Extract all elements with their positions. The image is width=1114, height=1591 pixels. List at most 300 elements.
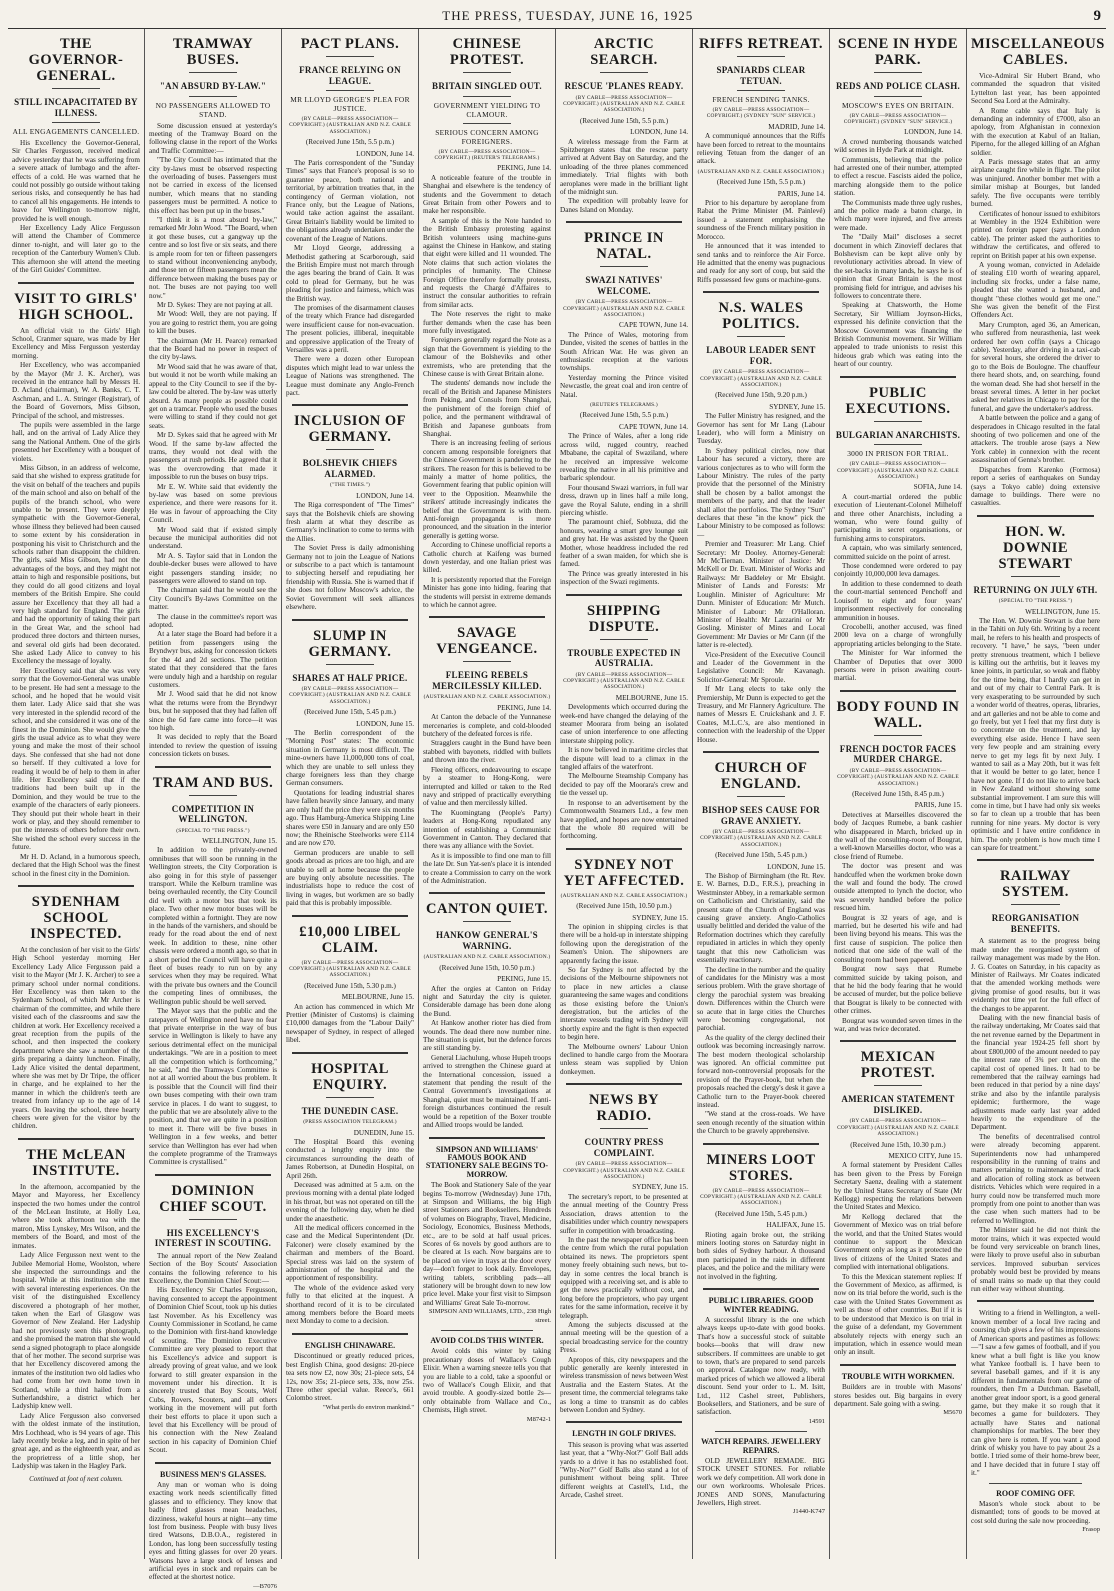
- received-time: (Received June 15th, 10.50 p.m.): [576, 902, 672, 911]
- column-6: [693, 29, 830, 1559]
- dateline: PARIS, June 14.: [777, 189, 825, 198]
- headline: SLUMP IN GERMANY.: [308, 627, 392, 660]
- advert-footer: M8742-1: [526, 1415, 551, 1423]
- subhead-rule: [189, 72, 237, 73]
- subhead-rule: [52, 88, 100, 89]
- subheadline: GOVERNMENT YIELDING TO CLAMOUR.: [433, 100, 541, 119]
- cable-credit: (REUTER'S TELEGRAMS.): [590, 402, 658, 409]
- paragraph: Among the subjects discussed at the annual meeting will be the question of a special broadcasting service for the country Press.: [560, 1320, 688, 1355]
- paragraph: At a later stage the Board had before it a petition from passengers using the Bryndwyr bus, asking for concession tickets for the 4d and 2d sections. The petition stated that they considered that the fares were unduly high and a hardship on regular customers.: [149, 630, 277, 689]
- dateline: CAPE TOWN, June 14.: [618, 422, 688, 431]
- paragraph: Her Excellency said that she was very sorry that the Governor-General was unable to be present. He had sent a message to the school, and he hoped that he would visit them later. Lady Alice said that she was very interested in the splendid record of the school, and she considered it was one of the finest in the Dominion. She would give the girls the usual advice as to what they were young and make the most of their school days. She confessed that she had not done so herself. If they cultivated a love for reading it would be of help to them in after life. Her Excellency said that if the traditions had been built up in the Dominion, and they would be true to the example of the characters of early pioneers. They should put their whole heart in their work or play, and they should remember to put the interests of others before their own. She wished the school every success in the future.: [12, 666, 140, 852]
- paragraph: The Soviet Press is daily admonishing Germany not to join the League of Nations or subscribe to a pact which is tantamount to subjecting herself and repudiating her friendship with Russia. She is warned that if she does not follow Moscow's advice, the Soviet Government will seek alliances elsewhere.: [286, 544, 414, 612]
- paragraph: The clause in the committee's report was adopted.: [149, 612, 277, 630]
- masthead-title: THE PRESS, TUESDAY, JUNE 16, 1925: [442, 8, 694, 23]
- dateline: HALIFAX, June 15.: [766, 1221, 825, 1230]
- paragraph: Mr Lloyd George, addressing a Methodist gathering at Scarborough, said the British Empire must not march through the ages bearing the brand of Cain. It was cold to plead for Germany, but he was pleading for justice and fairness, which was the British way.: [286, 244, 414, 303]
- paragraph: The annual report of the New Zealand Section of the Boy Scouts' Association contains the following reference to his Excellency, the Dominion Chief Scout:—: [149, 1251, 277, 1286]
- paragraph: The Riga correspondent of "The Times" says that the Bolshevik chiefs are showing fresh alarm at what they describe as Germany's inclination to come to terms with the Allies.: [286, 501, 414, 543]
- paragraph: Deceased was admitted at 5 a.m. on the previous morning with a dental plate lodged in his throat, but was not operated on till the evening of the following day, when he died under the anaesthetic.: [286, 1180, 414, 1223]
- paragraph: Mr Kellogg declared that the Government of Mexico was on trial before the world, and that the United States would continue to support the Mexican Government only as long as it protected the lives of citizens of the United States and complied with international obligations.: [834, 1212, 962, 1272]
- subheadline: COMPETITION IN WELLINGTON.: [171, 803, 255, 825]
- paragraph: A wireless message from the Farm at Spitzbergen states that the rescue party arrived at Advent Bay on Saturday, and the unloading of the three planes commenced immediately. Trial flights with both aeroplanes were made in the brilliant light of the midnight sun.: [560, 137, 688, 196]
- subheadline: BOLSHEVIK CHIEFS ALARMED.: [302, 458, 398, 479]
- article-divider: [155, 1174, 271, 1176]
- paragraph: Her Excellency, who was accompanied by the Mayor (Mr J. K. Archer), was received in the entrance hall by Messrs H. D. Acland (chairman), W. A. Banks, C. T. Aschman, and L. A. Stringer (Registrar), of the Board of Governors, Miss Gibson, Principal of the school, and mistresses.: [12, 361, 140, 420]
- headline: £10,000 LIBEL CLAIM.: [299, 923, 401, 956]
- advert-text: This season is proving what was asserted last year, that a "Why-Not?" Golf Ball adds yards to a drive it has no established foot. "Why-Not?" Golf Balls also stand a lot of punishment without being split. Three different weights at Castell's, Ltd., the Arcade, Cashel street.: [560, 1440, 688, 1500]
- subhead-rule: [463, 661, 511, 662]
- paragraph: An action has commenced in which Mr Prettier (Minister of Customs) is claiming £10,000 damages from the "Labour Daily" newspaper of Sydney, in respect of alleged libel.: [286, 1002, 414, 1045]
- paragraph: In addition to these condemned to death the court-martial sentenced Penchoff and Louisoff to eight and four years' imprisonment respectively for concealing ammunition in houses.: [834, 579, 962, 622]
- article-divider: [429, 616, 545, 618]
- column-3: [282, 29, 419, 1559]
- subheadline: SERIOUS CONCERN AMONG FOREIGNERS.: [435, 127, 539, 146]
- advert-text: Any man or woman who is doing exacting work needs scientifically fitted glasses and to efficiency. They know that badly fitted glasses mean headaches, dizziness, wakeful hours at night—any time lost from business. People with busy lives tired Watsons, D.B.O.A., registered in London, has long been successfully testing eyes and fitting glasses for over 20 years. Watsons have a large stock of lenses and artificial eyes in stock and repairs can be effected at the shortest notice.: [149, 1480, 277, 1582]
- paragraph: Dealing with the new financial basis of the railway undertaking, Mr Coates said that the net revenue earned by the Department in the financial year 1924-25 fell short by about £800,000 of the amount needed to pay the interest rate of 3¾ per cent. on the capital cost of opened lines. It had to be remembered that the railway earnings had been reduced in that period by a nine days' strike and also by the infantile paralysis epidemic; furthermore, the wage adjustments made early last year added heavily to the expenditure of the Department.: [971, 1014, 1100, 1132]
- headline: THE McLEAN INSTITUTE.: [26, 1146, 126, 1179]
- paragraph: A sample of this is the Note handed to the British Embassy protesting against British volunteers using machine-guns against the Chinese in Hankow, and stating that eight were killed and 11 wounded. The Note claims that such action violates the principles of humanity. The Chinese Foreign Office therefore formally protests, and requests the Chargé d'Affaires to instruct the consular authorities to refrain from similar acts.: [423, 216, 551, 309]
- paragraph: The "Daily Mail" discloses a secret document in which Zinovieff declares that Bolshevism can be kept alive only by revolutionary activities abroad. In view of the set-backs in many lands, he says he is of opinion that Great Britain is the most promising field for intrigue, and advises his followers to concentrate there.: [834, 233, 962, 301]
- paragraph: In the past the newspaper office has been the centre from which the rural population obtained its news. The proprietors spent money freely obtaining such news, but to-day in some centres the local branch is equipped with a receiving set, and is able to get the news practically without cost, and long before the proprietors, who pay urgent rates for the same information, receive it by telegraph.: [560, 1235, 688, 1320]
- paragraph: The doctor was present and was handcuffed when the workmen broke down the wall and found the body. The crowd outside attempted to lynch the doctor, who was severely handled before the police rescued him.: [834, 862, 962, 913]
- paragraph: The decline in the number and the quality of candidates for the Ministry was a most serious problem. With the grave shortage of clergy the parochial system was breaking down. Differences within the Church were so acute that in large cities the Churches were becoming congregational, not parochial.: [697, 965, 825, 1033]
- subhead-rule: [326, 1097, 374, 1098]
- paragraph: The pupils were assembled in the large hall, and on the arrival of Lady Alice they sang the National Anthem. One of the girls presented her Excellency with a bouquet of violets.: [12, 420, 140, 463]
- headline: RAILWAY SYSTEM.: [1000, 868, 1071, 901]
- paragraph: Some discussion ensued at yesterday's meeting of the Tramway Board on the following clause in the report of the Works and Traffic Committee:—: [149, 121, 277, 155]
- advert-title: ROOF COMING OFF.: [996, 1488, 1075, 1498]
- paragraph: The Berlin correspondent of the "Morning Post" states: The economic situation in Germany is most difficult. The mine-owners have 11,000,000 tons of coal, which they are unable to sell unless they charge foreigners less than they charge German consumers.: [286, 729, 414, 788]
- dateline: LONDON, June 14.: [356, 491, 414, 500]
- advert-text: The Book and Stationery Sale of the year begins To-morrow (Wednesday) June 17th, at Simpson and Williams, the big High street Stationers and Booksellers. Hundreds of volumes on Biography, Travel, Medicine, Sociology, Economics, Business Methods, etc., are to be sold at half usual prices. Scores of 6s novels by good authors are to be cleared at 1s each. Now bargains are to be placed on view in trays at the door every day—don't forget to look daily. Envelopes, writing tablets, scribbling pads—all stationery will be brought down to new low price level. Make your first visit to Simpson and Williams' Great Sale To-morrow.: [423, 1181, 551, 1307]
- received-time: (Received June 15th, 5.5 p.m.): [716, 178, 806, 187]
- subhead-rule: [600, 1128, 648, 1129]
- headline: SHIPPING DISPUTE.: [586, 602, 662, 635]
- headline: TRAMWAY BUSES.: [172, 36, 254, 68]
- dateline: MEXICO CITY, June 15.: [888, 1151, 962, 1160]
- subhead-rule: [737, 90, 785, 91]
- subheadline: MR LLOYD GEORGE'S PLEA FOR JUSTICE.: [290, 95, 410, 113]
- paragraph: The paramount chief, Sobhuza, did the honours, wearing a smart grey lounge suit and grey hat. He was assisted by the Queen Mother, whose headdress included the red feather of a swan maiden, for which she is famed.: [560, 518, 688, 569]
- article-divider: [566, 221, 682, 223]
- dateline: PEKING, June 14.: [497, 164, 551, 173]
- headline: CANTON QUIET.: [426, 901, 548, 918]
- paragraph: If Mr Lang elects to take only the Premiership, Mr Dunn is expected to get the Treasury, and Mr Flannery Agriculture. The names of Messrs E. Cruickshank and J. F. Coates, M.L.C.'s, are also mentioned in connection with the leadership of the Upper House.: [697, 685, 825, 744]
- paragraph: The chairman said that he would see the City Council's By-laws Committee on the matter.: [149, 586, 277, 612]
- advert-divider: [989, 1483, 1082, 1484]
- paragraph: The Bishop of Birmingham (the Rt. Rev. E. W. Barnes, D.D., F.R.S.), preaching in Westminster Abbey, in a remarkable sermon on Catholicism and Christianity, said the present state of the Church of England was causing grave anxiety. Anglo-Catholics usually belittled and derided the value of the Reformation doctrines which they carefully repudiated in articles in which they openly taught that this new Catholicism was essentially reactionary.: [697, 872, 825, 965]
- dateline: SYDNEY, June 15.: [769, 402, 825, 411]
- paragraph: Mr A. S. Taylor said that in London the double-decker buses were allowed to have eight passengers standing inside; no passengers were allowed to stand on top.: [149, 551, 277, 586]
- paragraph: In Sydney political circles, now that Labour has secured a victory, there are various conjectures as to who will form the Labour Ministry. The rules of the party provide that the personnel of the Ministry shall be chosen by a ballot amongst the members of the party, and that the leader shall allot the portfolios. The Sydney "Sun" declares that these "in the know" pick the Labour Ministry to be composed as follows:—: [697, 446, 825, 539]
- cable-credit: (BY CABLE—PRESS ASSOCIATION—COPYRIGHT.) (AUSTRALIAN AND N.Z. CABLE ASSOCIATION.): [700, 829, 822, 848]
- cable-credit: (BY CABLE—PRESS ASSOCIATION—COPYRIGHT.) (SYDNEY "SUN" SERVICE.): [706, 107, 816, 120]
- headline: RIFFS RETREAT.: [698, 36, 824, 52]
- advert-title: TROUBLE WITH WORKMEN.: [841, 1371, 955, 1381]
- cable-credit: (BY CABLE—PRESS ASSOCIATION—COPYRIGHT.) (AUSTRALIAN AND N.Z. CABLE ASSOCIATION.): [289, 959, 411, 979]
- subheadline: FRENCH SENDING TANKS.: [712, 95, 810, 104]
- subheadline: ALL ENGAGEMENTS CANCELLED.: [12, 127, 140, 136]
- paragraph: "The City Council has intimated that the city by-laws must be observed respecting the overloading of buses. Passengers must not be carried in excess of the licensed number, which means that no standing passengers must be permitted. A notice to this effect has been put up in the buses.": [149, 156, 277, 215]
- subhead-rule: [874, 735, 922, 736]
- paragraph: Mr H. D. Acland, in a humorous speech, declared that the High School was the finest school in the finest city in the Dominion.: [12, 852, 140, 878]
- received-time: (Received June 15th, 9.20 p.m.): [715, 391, 807, 400]
- cable-credit: (SPECIAL TO "THE PRESS."): [176, 827, 250, 834]
- paragraph: Four thousand Swazi warriors, in full war dress, drawn up in lines half a mile long, gave the Royal Salute, ending in a shrill piercing whistle.: [560, 483, 688, 517]
- received-time: (Received June 15th, 5.30 p.m.): [304, 981, 396, 990]
- advertisement: [834, 1373, 962, 1418]
- paragraph: He announced that it was intended to send tanks and to reinforce the Air Force. He admitted that the enemy was pugnacious and ready for any sort of coup, but said the Riffs possessed few guns or machine-guns.: [697, 242, 825, 284]
- subheadline: BRITAIN SINGLED OUT.: [432, 81, 542, 91]
- advertisement: [560, 1430, 688, 1499]
- advert-divider: [292, 1333, 408, 1335]
- advert-divider: [840, 1364, 956, 1366]
- paragraph: The secretary's report, to be presented at the annual meeting of the Country Press Association, draws attention to the disabilities under which country newspapers suffer in competition with broadcasting.: [560, 1192, 688, 1235]
- received-time: (Received June 15th, 8.45 p.m.): [852, 789, 944, 798]
- dateline: SOFIA, June 14.: [913, 483, 962, 492]
- subhead-rule: [737, 56, 785, 57]
- paragraph: Mr D. Sykes: They are not paying at all.: [157, 301, 273, 310]
- subheadline: THE DUNEDIN CASE.: [301, 1105, 399, 1116]
- subheadline: "AN ABSURD BY-LAW.": [159, 81, 267, 91]
- advertisement: [286, 1342, 414, 1412]
- advertisement: [971, 1309, 1100, 1477]
- paragraph: "We stand at the cross-roads. We have seen enough recently of the situation within the Church to be gravely apprehensive.: [697, 1110, 825, 1136]
- subhead-rule: [874, 444, 922, 445]
- subheadline: BISHOP SEES CAUSE FOR GRAVE ANXIETY.: [701, 805, 821, 826]
- continued-note: Continued at foot of next column.: [29, 1474, 123, 1483]
- cable-credit: (BY CABLE—PRESS ASSOCIATION—COPYRIGHT.) (AUSTRALIAN AND N.Z. CABLE ASSOCIATION.): [563, 671, 685, 691]
- paragraph: Premier and Treasurer: Mr Lang. Chief Secretary: Mr Dooley. Attorney-General: Mr McTiernan. Minister of Justice: Mr McKell or Dr. Evatt. Minister of Works and Railways: Mr Baddeley or Mr Ebsight. Minister of Lands and Forests: Mr Loughlin. Minister of Agriculture: Mr Dunn. Minister of Education: Mr Mutch. Minister of Labour: Mr O'Halloran. Minister of Health: Mr Lazzarini or Mr Gosling. Minister of Mines and Local Government: Mr Davies or Mr Cann (if the latter is re-elected).: [697, 540, 825, 650]
- advertisement: [697, 1297, 825, 1426]
- dateline: LONDON, June 15.: [356, 719, 414, 728]
- advert-title: BUSINESS MEN'S GLASSES.: [159, 1469, 267, 1479]
- advert-title: PUBLIC LIBRARIES. GOOD WINTER READING.: [708, 1296, 814, 1314]
- received-time: (Received June 15th, 5.5 p.m.): [579, 116, 669, 125]
- paragraph: Prior to his departure by aeroplane from Rabat the Prime Minister (M. Painlevé) issued a statement emphasising the soundness of the French military position in Morocco.: [697, 199, 825, 241]
- paragraph: Stragglers caught in the Bund have been stabbed with bayonets, riddled with bullets and thrown into the river.: [423, 739, 551, 765]
- advert-text: Writing to a friend in Wellington, a well-known member of a local live racing and coursing club gives a few of his impressions of American sports and pastimes as follows:—"I saw a few games of football, and if you knew what a bull fight is like you know what Yankee football is. I have been to several baseball games, and if it is any different in fundamentals from our game of rounders, then I'm a Dutchman. Baseball, another great indoor sport, is a good general game, but they make it so rough that it becomes a game for buildozers. They actually have States and national championships for marbles. The beer they can give here is rotten. If you want a good drink of whisky you have to pay about 2s a bottle. I tried some of their home-brew beer, and I have decided that in future I stay off it.": [971, 1309, 1100, 1478]
- paragraph: A communiqué announces that the Riffs have been forced to retreat to the mountains relieving Tetuan from the danger of an attack.: [697, 132, 825, 166]
- dateline: DUNEDIN, June 15.: [353, 1128, 414, 1137]
- received-time: (Received June 15th, 10.30 p.m.): [850, 1140, 946, 1149]
- subheadline: LABOUR LEADER SENT FOR.: [706, 345, 816, 366]
- subheadline: STILL INCAPACITATED BY ILLNESS.: [14, 97, 138, 118]
- paragraph: Mr D. Sykes said that he agreed with Mr Wood. If the same by-law affected the trams, they would not deal with the passengers at rush periods. He agreed that it was the overcrowding that made it impossible to run the buses on busy trips.: [149, 431, 277, 482]
- paragraph: There is an increasing feeling of serious concern among responsible foreigners that the Chinese Government is pandering to the strikers. The reason for this is believed to be mainly a matter of home politics, the Government fearing that public opinion will veer to the Opposition. Meanwhile the strikers' attitude increasingly indicates the belief that the Government is with them. Anti-foreign propaganda is more pronounced, and the situation in the interior generally is getting worse.: [423, 439, 551, 540]
- headline: MISCELLANEOUS CABLES.: [971, 36, 1105, 68]
- article-divider: [840, 376, 956, 378]
- paragraph: Apropos of this, city newspapers and the public generally are keenly interested in wireless transmission of news between West Australia and the Eastern States. At the present time, the commercial telegrams take as long a time to transmit as do cables between London and Sydney.: [560, 1355, 688, 1415]
- paragraph: The Paris correspondent of the "Sunday Times" says that France's proposal is so to guarantee peace, both national and territorial, by arbitration treaties that, in the contingency of German violation, not France only, but the League of Nations, would take action against the assailant. Great Britain's liability would be limited to the obligations already undertaken under the covenant of the League of Nations.: [286, 159, 414, 243]
- cable-credit: (AUSTRALIAN AND N.Z. CABLE ASSOCIATION.): [423, 694, 551, 701]
- paragraph: Developments which occurred during the week-end have changed the delaying of the steamer Moorara from being an isolated case of union interference to one affecting interstate shipping policy.: [560, 703, 688, 745]
- advert-text: Avoid colds this winter by taking precautionary doses of Wallace's Cough Elixir. When a warning sneeze tells you that you are liable to a cold, take a spoonful or two of Wallace's Cough Elixir, and that avoid trouble. A goodly-sized bottle 2s—only obtainable from Wallace and Co., Chemists, High street.: [423, 1347, 551, 1415]
- paragraph: Yesterday morning the Prince visited Newcastle, the great coal and iron centre of Natal.: [560, 373, 688, 399]
- headline: CHURCH OF ENGLAND.: [714, 760, 808, 792]
- paragraph: A crowd numbering thousands watched wild scenes in Hyde Park at midnight.: [834, 137, 962, 155]
- paragraph: In addition to the privately-owned omnibuses that will soon be running in the Wellington streets, the City Corporation is also going in for this style of passenger transport. While the Kelburn tramline was being overhauled recently, the City Council did well with a motor bus that took its place. Two other new motor buses will be completed within a fortnight. They are now in the hands of the varnishers, and should be ready for the road about the end of next week. In addition to these, nine other chassis were ordered a month ago, so that in a short period the Council will have quite a fleet of buses ready to run on by any services when they may be required. What with the private bus owners and the Council the competing lines of omnibuses, the Wellington public should be well served.: [149, 846, 277, 1006]
- paragraph: Mr Wood said that he was aware of that, but would it not be worth while making an appeal to the City Council to see if the by-law could be altered. The by-law was utterly absurd. As many people as possible could get on a tramcar. People who used the buses were willing to stand if they could not get seats.: [149, 362, 277, 430]
- headline: DOMINION CHIEF SCOUT.: [159, 1182, 267, 1215]
- advert-footer: SIMPSON AND WILLIAMS, LTD., 238 High street.: [428, 1308, 551, 1324]
- paragraph: The Minister said he did not think the motor trains, which it was expected would be found very serviceable on branch lines, were likely to prove useful also in suburban services. Improved suburban services probably would best be provided by means of small trains so made up that they could run either way without shunting.: [971, 1226, 1100, 1294]
- cable-credit: (SPECIAL TO "THE PRESS."): [998, 598, 1073, 605]
- cable-credit: (BY CABLE—PRESS ASSOCIATION—COPYRIGHT.) (SYDNEY "SUN" SERVICE.): [843, 112, 953, 125]
- article-divider: [292, 1052, 408, 1054]
- subhead-rule: [326, 56, 374, 57]
- paragraph: In the afternoon, accompanied by the Mayor and Mayoress, her Excellency inspected the two homes under the control of the McLean Institute, at Holly Lea, where she took afternoon tea with the matron, Miss Lynskey, Mrs Wilson, and the members of the Board, and most of the inmates.: [12, 1182, 140, 1250]
- headline: PRINCE IN NATAL.: [584, 230, 664, 263]
- paragraph: A Rome cable says that Italy is demanding an indemnity of £7000, also an apology, from Afghanistan in connexion with the execution at Kabul of an Italian, Piperno, for the alleged killing of an Afghan soldier.: [971, 106, 1100, 157]
- received-time: (Received June 15th, 5.5 p.m.): [579, 411, 669, 420]
- paragraph: His Excellency the Governor-General, Sir Charles Fergusson, received medical advice yesterday that he was suffering from a severe attack of lumbago and the after-effects of a cold. He was warned that he could not possibly go outside without taking serious risks, and consequently he has had to cancel all his engagements. He intends to leave for Wellington to-morrow night, provided he is well enough.: [12, 139, 140, 223]
- advert-title: WATCH REPAIRS. JEWELLERY REPAIRS.: [700, 1437, 822, 1455]
- dateline: CAPE TOWN, June 14.: [618, 321, 688, 330]
- paragraph: Vice-President of the Executive Council and Leader of the Government in the Legislative Council: Mr Kavanagh. Solicitor-General: Mr Sproule.: [697, 650, 825, 684]
- subhead-rule: [600, 266, 648, 267]
- advert-divider: [566, 1421, 682, 1423]
- article-divider: [977, 515, 1094, 517]
- subheadline: FLEEING REBELS MERCILESSLY KILLED.: [432, 670, 542, 691]
- subhead-rule: [1011, 904, 1060, 905]
- dateline: PEKING, June 14.: [497, 703, 551, 712]
- column-1: [8, 29, 145, 1559]
- subhead-rule: [874, 1085, 922, 1086]
- received-time: (Received June 15th, 5.45 p.m.): [715, 851, 807, 860]
- headline: MINERS LOOT STORES.: [706, 1151, 816, 1184]
- paragraph: Mr E. W. White said that evidently the by-law was based on some previous experience, and there were reasons for it. He was in favour of approaching the City Council.: [149, 482, 277, 525]
- paragraph: The Prince was greatly interested in his inspection of the Swazi regiments.: [560, 569, 688, 587]
- advert-text: Discontinued or greatly reduced prices, best English China, good designs: 20-piece tea sets now £2, now 30s; 21-piece sets, £4 12s, now 35s; 21-piece sets, 33s, now 25s. Three other special value. Reece's, 661 Colombo street.: [286, 1352, 414, 1403]
- paragraph: A battle between the police and a gang of desperadoes in Chicago resulted in the fatal shooting of two policemen and one of the attackers. The trouble arose (says a New York cable) in connexion with the recent assassination of Genna's brother.: [971, 414, 1100, 465]
- subhead-rule: [189, 96, 237, 97]
- cable-credit: (BY CABLE—PRESS ASSOCIATION—COPYRIGHT.) (AUSTRALIAN AND N.Z. CABLE ASSOCIATION.): [563, 94, 685, 114]
- paragraph: All the medical officers concerned in the case and the Medical Superintendent (Dr. Falconer) were closely examined by the chairman and members of the Board. Special stress was laid on the system of administration of the hospital and the apportionment of responsibility.: [286, 1224, 414, 1283]
- dateline: WELLINGTON, June 15.: [202, 836, 277, 845]
- subheadline: AMERICAN STATEMENT DISLIKED.: [841, 1094, 955, 1115]
- article-divider: [18, 282, 134, 284]
- paragraph: Foreigners generally regard the Note as a sign that the Government is yielding to the clamour of the Bolsheviks and other extremists, who are pretending that the Chinese cause is with Great Britain alone.: [423, 336, 551, 379]
- paragraph: There were a dozen other European disputes which might lead to war unless the League of Nations was strengthened. The League must dominate any Anglo-French pact.: [286, 355, 414, 397]
- subheadline: HIS EXCELLENCY'S INTEREST IN SCOUTING.: [154, 1227, 272, 1249]
- cable-credit: (BY CABLE—PRESS ASSOCIATION—COPYRIGHT.) (AUSTRALIAN AND N.Z. CABLE ASSOCIATION.): [700, 1187, 822, 1207]
- paragraph: The Hon. W. Downie Stewart is due here in the Tahiti on July 6th. Writing by a recent mail, he refers to his health and prospects of recovery. "I have," he says, "been under pretty strenuous treatment, which I believe is killing out the arthritis, but it leaves my knee joints, in particular, so weak and flabby for the time being, that I hardly can get in and out of my chair to Central Park. It is very exasperating to be surrounded by such a wonder world of theatres, operas, libraries, and art galleries and not be able to come and go freely, but yet I feel that my first duty is to concentrate on the treatment, and lay everything else aside. Hence I have seen very few people and am straining every nerve to get my legs fit by next July. I wanted to sail as a May 20th, but it was felt that it would be better to go later, hence I have not gone. If I do not like to arrive back in New Zealand without showing some substantial improvement. I am sure this will come in time, but I have had only six weeks so far to clean up a trouble that has been running for nine years. My doctor is very optimistic and I have entire confidence in him. The only problem is how much time I can spare for treatment.": [971, 617, 1100, 852]
- subhead-rule: [737, 796, 785, 797]
- paragraph: The opinion in shipping circles is that there will be a hold-up in interstate shipping following upon the deregistration of the Seamen's Union. The shipowners are apparently facing the issue.: [560, 922, 688, 965]
- paragraph: A court-martial ordered the public execution of Lieutenant-Colonel Milheloff and three other Anarchists, including a woman, who were found guilty of participating in secret organisations, or furnishing arms to conspirators.: [834, 492, 962, 543]
- paragraph: Those condemned were ordered to pay conjointly 10,000,000 leva damages.: [834, 562, 962, 579]
- subhead-rule: [463, 72, 511, 73]
- subhead-rule: [189, 795, 237, 796]
- article-divider: [977, 859, 1094, 861]
- paragraph: The Mayor says that the public and the ratepayers of Wellington need have no fear that private enterprise in the way of bus service in Wellington is likely to have any serious detrimental effect on the municipal undertakings. "We are in a position to meet all the competition which is forthcoming," he said, "and the Tramways Committee is not at all worried about the bus problem. It is possible that the Council will find their own buses competing with their own tram service in places. I do want to suggest, to the public that we are absolutely alive to the position, and that we are quite in a position to meet it. There will be five buses in Wellington in a few weeks, and better service than Wellington has ever had when the complete programme of the Tramways Committee is crystallised.": [149, 1007, 277, 1167]
- cable-credit: (BY CABLE—PRESS ASSOCIATION—COPYRIGHT.) (AUSTRALIAN AND N.Z. CABLE ASSOCIATION.): [563, 299, 685, 318]
- article-divider: [703, 751, 819, 753]
- subheadline: REDS AND POLICE CLASH.: [835, 81, 961, 91]
- dateline: PARIS, June 15.: [914, 801, 962, 810]
- paragraph: "I think it is a most absurd by-law," remarked Mr John Wood. "The Board, when it got these buses, cut a gangway up the centre and so lost five or six seats, and there is ample room for ten or fifteen passengers to stand without inconveniencing anybody, and those ten or fifteen passengers mean the difference between making the buses pay or not. The buses are not paying too well now.": [149, 215, 277, 300]
- paragraph: The benefits of decentralised control were already becoming apparent. Superintendents now had unhampered responsibility in the running of trains and matters pertaining to maintenance of track and allocation of rolling stock as between districts. Vehicles which were required in a hurry could now be transferred much more promptly from one point to another than was the case when such matters had to be referred to Wellington.: [971, 1132, 1100, 1225]
- dateline: SYDNEY, June 15.: [632, 913, 688, 922]
- paragraph: Mr Wood said that if existed simply because the municipal authorities did not understand.: [149, 525, 277, 551]
- paragraph: Lady Alice Fergusson next went to the Jubilee Memorial Home, Woolston, where she inspected the surroundings and the hospital. While at this institution she met with several interesting experiences. On the visit of the distinguished Excellency discovered a photograph of her mother, taken when the Earl of Glasgow was Governor of New Zealand. Her Ladyship had not previously seen this photograph, and she promised the matron that she would send a signed photograph to place alongside that of her mother. The second surprise was that her Excellency discovered among the inmates of the institution two old ladies who had come from her own home town in Scotland, while a third hailed from a Sutherlandshire, a district which her Ladyship knew well.: [12, 1251, 140, 1411]
- paragraph: Mr Wood: Well, they are not paying. If you are going to restrict them, you are going to kill the buses.: [149, 310, 277, 336]
- headline: N.S. WALES POLITICS.: [718, 300, 804, 333]
- paragraph: At Canton the debacle of the Yunnanese mercenaries is complete, and cold-blooded butchery of the defeated forces is rife.: [423, 713, 551, 739]
- subheadline: MOSCOW'S EYES ON BRITAIN.: [841, 100, 955, 110]
- received-time: (Received June 15th, 5.45 p.m.): [304, 708, 396, 717]
- subhead-rule: [463, 123, 511, 124]
- paragraph: The promises of the disarmament clauses of the treaty which France had disregarded were insufficient cause for non-evacuation. The present policies, illiberal, inequitable and oppressive application of the Treaty of Versailles was a peril.: [286, 303, 414, 354]
- paragraph: At Hankow another rioter has died from wounds. The dead there now number nine. The situation is quiet, but the defence forces are still standing by.: [423, 1019, 551, 1053]
- cable-credit: (BY CABLE—PRESS ASSOCIATION—COPYRIGHT.) (AUSTRALIAN AND N.Z. CABLE ASSOCIATION.): [563, 1161, 685, 1181]
- paragraph: Lady Alice Fergusson also conversed with the oldest inmate of the institution, Mrs Lochhead, who is 94 years of age. This lady recently broke a leg, and in spite of her great age, and as the eighteenth year, and as the proprietress of a little shop, her Ladyship was taken in the Hagley Park.: [12, 1411, 140, 1471]
- advertisement: [423, 1146, 551, 1326]
- advertisement: [423, 1337, 551, 1424]
- paragraph: General Liachulung, whose Hupeh troops arrived to strengthen the Chinese guard at the International concession, issued a statement that pending the result of the Central Government's investigations at Shanghai, quiet must be maintained. If anti-foreign disturbances continued the result would be a repetition of the Boxer trouble and Allied troops would be landed.: [423, 1053, 551, 1130]
- cable-credit: (PRESS ASSOCIATION TELEGRAM.): [303, 1119, 397, 1126]
- cable-credit: (AUSTRALIAN AND N.Z. CABLE ASSOCIATION.): [697, 168, 825, 175]
- cable-credit: ("THE TIMES."): [329, 482, 371, 489]
- paragraph: As the quality of the clergy declined their outlook was becoming increasingly narrow. The best modern theological scholarship was ignored. An official committee put forward non-controversial proposals for the revision of the Prayer-book, but when the proposals reached the clergy's desk it gave a Catholic turn to the Prayer-book cheered instead.: [697, 1033, 825, 1109]
- subheadline: COUNTRY PRESS COMPLAINT.: [584, 1137, 664, 1158]
- article-divider: [566, 594, 682, 596]
- paragraph: Vice-Admiral Sir Hubert Brand, who commanded the squadron that visited Lyttelton last year, has been appointed Second Sea Lord at the Admiralty.: [971, 72, 1100, 106]
- article-divider: [155, 766, 271, 768]
- received-time: (Received June 15th, 10.50 p.m.): [439, 963, 535, 972]
- headline: MEXICAN PROTEST.: [860, 1049, 936, 1082]
- article-divider: [566, 1083, 682, 1085]
- advert-divider: [155, 1462, 271, 1464]
- paragraph: It is now believed in maritime circles that the dispute will lead to a climax in the tangled affairs of the waterfront.: [560, 746, 688, 772]
- cable-credit: (BY CABLE—PRESS ASSOCIATION—COPYRIGHT.) (AUSTRALIAN AND N.Z. CABLE ASSOCIATION.): [837, 767, 959, 787]
- dateline: MELBOURNE, June 15.: [341, 993, 414, 1002]
- subheadline: SHARES AT HALF PRICE.: [292, 672, 408, 683]
- article-divider: [292, 404, 408, 406]
- received-time: (Received June 15th, 5.5 p.m.): [305, 138, 395, 147]
- dateline: PEKING, June 15.: [497, 975, 551, 984]
- advert-text: OLD JEWELLERY REMADE. BIG STOCK UNSET STONES. For reliable work we defy competition. All work done in our own workrooms. Wholesale Prices. JONES AND SONS, Manufacturing Jewellers, High street.: [697, 1457, 825, 1508]
- advert-footer: Frasop: [1082, 1526, 1100, 1534]
- article-divider: [292, 619, 408, 621]
- headline: HOSPITAL ENQUIRY.: [311, 1060, 389, 1093]
- article-divider: [18, 885, 134, 887]
- headline: ARCTIC SEARCH.: [590, 36, 658, 68]
- advert-footer: 14591: [808, 1417, 825, 1425]
- paragraph: Certificates of honour issued to exhibitors at Wembley in the 1924 Exhibition were printed on foreign paper (says a London cable). The printer asked the authorities to withdraw the certificates, and offered to reprint on British paper at his own expense.: [971, 209, 1100, 260]
- headline: TRAM AND BUS.: [152, 774, 274, 791]
- article-divider: [18, 1138, 134, 1140]
- paragraph: At the conclusion of her visit to the Girls' High School yesterday morning Her Excellency Lady Alice Fergusson paid a visit to the Mayor (Mr J. K. Archer) to see a primary school under normal conditions. Her Excellency was then taken to the Sydenham School, of which Mr Archer is chairman of the committee, and while there visited each of the classrooms and saw the children at work. Her Excellency received a great reception from the pupils of the school, and then inspected the cookery department where she saw a number of the girls preparing a dainty luncheon. Finally, Lady Alice visited the dental department, where she was met by Dr Tripe, the officer in charge, and he explained to her the manner in which the children's teeth are treated from infancy up to the age of 14 years. On leaving the school, three hearty cheers were given for the visitor by the children.: [12, 945, 140, 1131]
- cable-credit: (BY CABLE—PRESS ASSOCIATION—COPYRIGHT.) (AUSTRALIAN AND N.Z. CABLE ASSOCIATION.): [700, 369, 822, 388]
- advert-divider: [429, 1137, 545, 1139]
- paragraph: Miss Gibson, in an address of welcome, said that she wished to express gratitude for the visit on behalf of the teachers and pupils of the main school and also on behalf of the pupils of the branch school, who were unable to be present. They were deeply sympathetic with the Governor-General, whose illness they believed had been caused to some extent by his consideration in postponing his visit to Christchurch and the schools rather than disappoint the children. The girls, said Miss Gibson, had not the advantages of the boys, and they might not attain to high and responsible positions, but they could do all good citizens and loyal members of the British Empire. She could assure her Excellency that they all had a very high standard for England. The girls and had the opportunity of taking their part in the Great War, and the school had produced three doctors and thirteen nurses, and several old girls had been decorated. She asked Lady Alice to convey to his Excellency the message of loyalty.: [12, 464, 140, 666]
- paragraph: After the orgies at Canton on Friday night and Saturday the city is quieter. Considerable damage has been done along the Bund.: [423, 984, 551, 1018]
- paragraph: The Prince of Wales, motoring from Dundee, visited the scenes of battles in the South African War. He was given an enthusiastic reception at the various townships.: [560, 330, 688, 373]
- paragraph: So far Sydney is not affected by the decisions of the Melbourne shipowners not to place in new articles a clause guaranteeing the same wages and conditions as those existing before the Union's deregistration, but the articles of the interstate vessels trading with Sydney will shortly expire and the fight is then expected to begin here.: [560, 965, 688, 1042]
- advert-title: ENGLISH CHINAWARE.: [304, 1340, 396, 1350]
- advert-text: A successful library is the one which always keeps up-to-date with good books. That's how a successful stock of suitable books—books that will draw new subscribers. If committees are unable to get to town, that's are prepared to send parcels on approval. Catalogue now ready, with marked prices of which we allowed a liberal discount. Send your order to L. M. Isitt, Ltd., 112 Cashel street, Publishers, Booksellers, and Stationers, and be sure of satisfaction.: [697, 1315, 825, 1417]
- received-time: (Received June 15th, 5.45 p.m.): [715, 1209, 807, 1218]
- headline: PACT PLANS.: [300, 36, 400, 52]
- column-2: [145, 29, 282, 1590]
- subhead-rule: [600, 639, 648, 640]
- paragraph: Communists, believing that the police had arrested one of their number, attempted to effect a rescue. Fascists aided the police, marching alongside them to the police station.: [834, 155, 962, 198]
- subhead-rule: [874, 72, 922, 73]
- advert-divider: [977, 1300, 1094, 1302]
- paragraph: Bougrat now says that Rumebe committed suicide by taking poison, and that he hid the body fearing that he would be accused of murder, but the police believe that Bougrat is likely to be connected with other crimes.: [834, 965, 962, 1016]
- headline: THE GOVERNOR-GENERAL.: [28, 36, 124, 84]
- article-divider: [840, 1040, 956, 1042]
- column-4: [419, 29, 556, 1559]
- paragraph: The Note reserves the right to make further demands when the case has been more fully investigated.: [423, 310, 551, 336]
- paragraph: As it is impossible to find one man to fill the late Dr. Sun Yat-sen's place it is intended to create a Commission to carry on the work of the Administration.: [423, 851, 551, 885]
- subhead-rule: [463, 921, 511, 922]
- paragraph: Detectives at Marseilles discovered the body of Jacques Rumebe, a bank cashier who disappeared in March, bricked up in the wall of the consulting-room of Bougrat, a well-known Marseilles doctor, who was a close friend of Rumebe.: [834, 810, 962, 861]
- subheadline: FRANCE RELYING ON LEAGUE.: [299, 65, 401, 86]
- headline: SCENE IN HYDE PARK.: [837, 36, 959, 68]
- paragraph: A formal statement by President Calles has been given to the Press by Foreign Secretary Saenz, dealing with a statement by the United States Secretary of State (Mr Kellogg) respecting the relations between the United States and Mexico.: [834, 1161, 962, 1212]
- subhead-rule: [737, 336, 785, 337]
- subheadline: REORGANISATION BENEFITS.: [991, 913, 1080, 934]
- advert-title: AVOID COLDS THIS WINTER.: [430, 1336, 544, 1346]
- subheadline: BULGARIAN ANARCHISTS.: [835, 429, 961, 440]
- paragraph: The Fuller Ministry has resigned, and the Governor has sent for Mr Lang (Labour Leader), who will form a Ministry on Tuesday.: [697, 412, 825, 446]
- paragraph: It is persistently reported that the Foreign Minister has gone into hiding, fearing that the students will persist in extreme demands to which he cannot agree.: [423, 575, 551, 610]
- paragraph: Crocobelli, another accused, was fined 2000 leva on a charge of wrongfully appropriating articles belonging to the State.: [834, 622, 962, 648]
- advertisement: [697, 1438, 825, 1517]
- paragraph: A Paris message states that an army airplane caught fire while in flight. The pilot was uninjured. Another bomber met with a similar mishap at Bourges, but landed safely. The five occupants were terribly burned.: [971, 158, 1100, 209]
- paragraph: The Hospital Board this evening conducted a lengthy enquiry into the circumstances surrounding the death of James Robertson, at Dunedin Hospital, on April 26th.: [286, 1137, 414, 1180]
- article-divider: [429, 892, 545, 894]
- page-number: 9: [1093, 8, 1102, 24]
- subheadline: SWAZI NATIVES' WELCOME.: [585, 275, 663, 296]
- paragraph: His Excellency Sir Charles Fergusson, having consented to accept the appointment of Dominion Chief Scout, took up his duties last November. As his Excellency was County Commissioner in Scotland, he came to the Dominion with first-hand knowledge of scouting. The Dominion Executive Committee are very pleased to report that his Excellency's advice and support is already proving of great value, and we look forward to still greater expansion in the movement under his direction. It is sincerely trusted that Boy Scouts, Wolf Cubs, Rovers, Scouters, and all others working in the movement will put forth their best efforts to place it upon such a level that his Excellency will be proud of his connection with the New Zealand section in his capacity of Dominion Chief Scout.: [149, 1286, 277, 1455]
- paragraph: The Kuomingtang (People's Party) leaders at Hong-Kong repudiated any intention of establishing a Communistic Government in Canton. They declared that there was any alliance with the Soviet.: [423, 808, 551, 851]
- headline: SYDENHAM SCHOOL INSPECTED.: [30, 893, 122, 942]
- subhead-rule: [1011, 576, 1060, 577]
- headline: SYDNEY NOT YET AFFECTED.: [563, 856, 685, 889]
- paragraph: The Communists made three ugly rushes, and the police made a baton charge, in which many were injured, and five arrests were made.: [834, 198, 962, 232]
- headline: SAVAGE VENGEANCE.: [436, 625, 538, 658]
- article-divider: [292, 915, 408, 917]
- paragraph: Rioting again broke out, the striking miners looting stores on Saturday night in both sides of Sydney harbour. A thousand men participated in the raids in different places, and the police and the military were not involved in the fighting.: [697, 1230, 825, 1281]
- advert-footer: —B7076: [253, 1582, 277, 1590]
- paragraph: According to Chinese unofficial reports a Catholic church at Kaifeng was burned down yesterday, and one Italian priest was killed.: [423, 541, 551, 575]
- paragraph: Mary Crumpton, aged 36, an American, who suffered from neurasthenia, last week ordered her own coffin (says a Chicago cable). Yesterday, after driving in a taxi-cab for several hours, she ordered the driver to go to the Bois de Boulogne. The chauffeur there heard shots, and, on searching, found the woman dead. She had shot herself in the breast several times. A letter in her pocket asked her relatives in Chicago to pay for the funeral, and gave the undertaker's address.: [971, 320, 1100, 413]
- paragraph: The Melbourne owners' Labour Union declined to handle cargo from the Moorara unless steam was supplied by Union donkeymen.: [560, 1042, 688, 1076]
- headline: VISIT TO GIRLS' HIGH SCHOOL.: [14, 290, 138, 323]
- subheadline: FRENCH DOCTOR FACES MURDER CHARGE.: [839, 743, 957, 765]
- headline: BODY FOUND IN WALL.: [836, 698, 960, 731]
- paragraph: Speaking at Chatsworth, the Home Secretary, Sir William Joynson-Hicks, expressed his definite conviction that the Moscow Government was financing the British Communist movement. Sir William appealed to trade unionists to resist this hideous grab which was eating into the heart of our country.: [834, 301, 962, 369]
- advert-divider: [703, 1288, 819, 1290]
- subheadline: TROUBLE EXPECTED IN AUSTRALIA.: [567, 647, 681, 669]
- subhead-rule: [326, 90, 374, 91]
- advert-title: SIMPSON AND WILLIAMS' FAMOUS BOOK AND STATIONERY SALE BEGINS TO-MORROW.: [425, 1144, 549, 1179]
- paragraph: German producers are unable to sell goods abroad as prices are too high, and are unable to sell at home because the people are buying only absolute necessities. The industrialists hope to reduce the cost of living in wages, but workmen are so badly paid that this is probably impossible.: [286, 848, 414, 908]
- headline: HON. W. DOWNIE STEWART: [998, 523, 1073, 572]
- subhead-rule: [52, 122, 100, 123]
- cable-credit: (BY CABLE—PRESS ASSOCIATION—COPYRIGHT.) (AUSTRALIAN AND N.Z. CABLE ASSOCIATION.): [289, 116, 411, 135]
- subheadline: SPANIARDS CLEAR TETUAN.: [716, 65, 806, 86]
- column-7: [830, 29, 967, 1559]
- dateline: LONDON, June 14.: [904, 128, 962, 137]
- subheadline: RESCUE 'PLANES READY.: [564, 81, 684, 91]
- dateline: LONDON, June 14.: [630, 128, 688, 137]
